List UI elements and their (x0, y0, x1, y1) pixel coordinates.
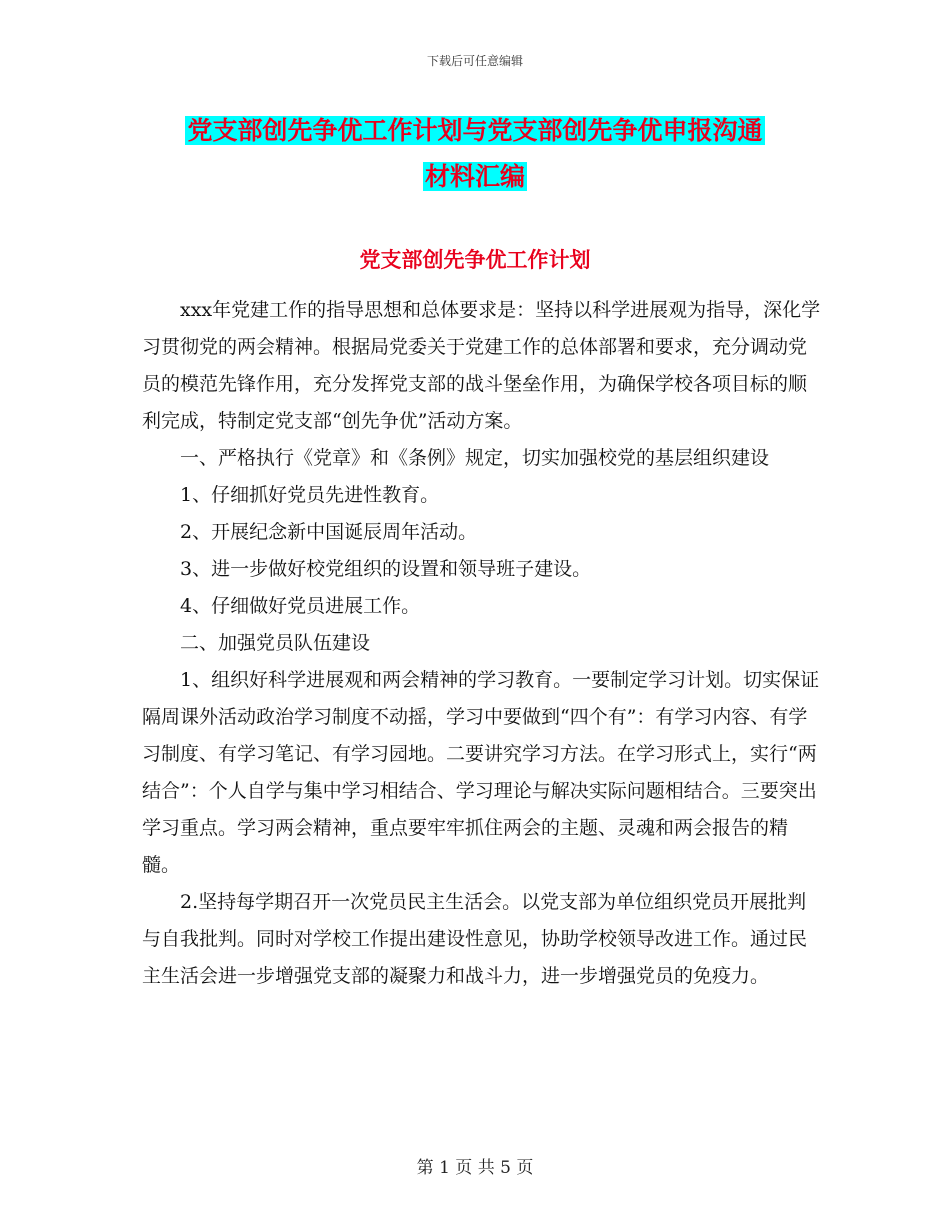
paragraph: 一、严格执行《党章》和《条例》规定，切实加强校党的基层组织建设 (180, 447, 770, 469)
document-title (0, 108, 950, 200)
page-footer: 第 1 页 共 5 页 (416, 1158, 534, 1178)
paragraph: 3、进一步做好校党组织的设置和领导班子建设。 (180, 558, 592, 580)
document-body (142, 292, 822, 995)
document-title-line-2: 材料汇编 (424, 162, 525, 191)
paragraph: 2、开展纪念新中国诞辰周年活动。 (180, 521, 478, 543)
paragraph: 2.坚持每学期召开一次党员民主生活会。以党支部为单位组织党员开展批判与自我批判。同时对学校工作提出建设性意见，协助学校领导改进工作。通过民主生活会进一步增强党支部的凝聚力和战斗力，进一步增强党员的免疫力。 (142, 891, 808, 987)
paragraph: 1、组织好科学进展观和两会精神的学习教育。一要制定学习计划。切实保证隔周课外活动政治学习制度不动摇，学习中要做到“四个有”：有学习内容、有学习制度、有学习笔记、有学习园地。二要讲究学习方法。在学习形式上，实行“两结合”：个人自学与集中学习相结合、学习理论与解决实际问题相结合。三要突出学习重点。学习两会精神，重点要牢牢抓住两会的主题、灵魂和两会报告的精髓。 (142, 669, 820, 876)
paragraph: xxx年党建工作的指导思想和总体要求是：坚持以科学进展观为指导，深化学习贯彻党的两会精神。根据局党委关于党建工作的总体部署和要求，充分调动党员的模范先锋作用，充分发挥党支部的战斗堡垒作用，为确保学校各项目标的顺利完成，特制定党支部“创先争优”活动方案。 (142, 299, 821, 432)
paragraph: 1、仔细抓好党员先进性教育。 (180, 484, 440, 506)
section-title: 党支部创先争优工作计划 (359, 248, 591, 272)
paragraph: 4、仔细做好党员进展工作。 (180, 595, 421, 617)
paragraph: 二、加强党员队伍建设 (180, 632, 371, 654)
document-title-line-1: 党支部创先争优工作计划与党支部创先争优申报沟通 (187, 116, 763, 145)
page-header: 下载后可任意编辑 (426, 54, 523, 68)
